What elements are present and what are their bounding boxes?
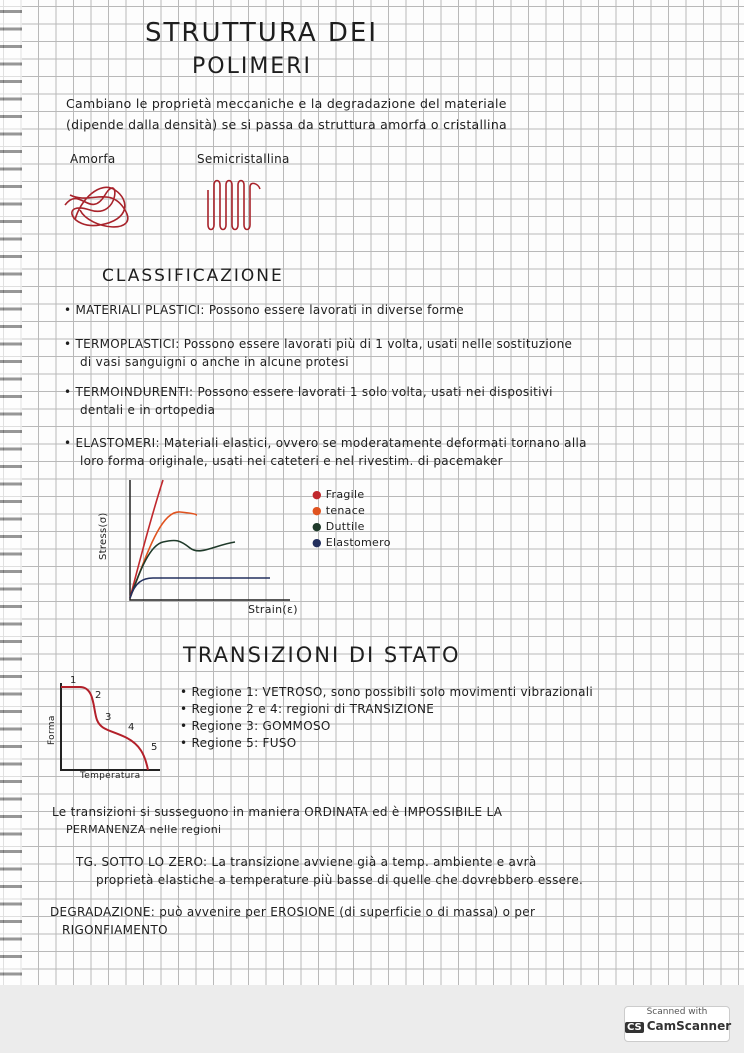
degradazione-para-2: RIGONFIAMENTO <box>62 923 168 937</box>
elastomero-curve <box>130 578 270 598</box>
point-4: 4 <box>128 722 135 733</box>
legend-dot-icon: ● <box>312 520 322 533</box>
semicrystalline-drawing <box>200 175 270 235</box>
regione-1: • Regione 1: VETROSO, sono possibili solo movimenti vibrazionali <box>180 685 594 699</box>
transizioni-para-2: PERMANENZA nelle regioni <box>66 823 222 836</box>
stress-axis-label: Stress(σ) <box>98 512 109 560</box>
title-line-2: POLIMERI <box>192 54 312 79</box>
legend-label: Fragile <box>325 488 365 501</box>
intro-line-2: (dipende dalla densità) se si passa da struttura amorfa o cristallina <box>66 117 508 132</box>
stress-strain-chart <box>105 470 305 620</box>
camscanner-badge <box>624 1006 730 1042</box>
tg-para-1: TG. SOTTO LO ZERO: La transizione avviene già a temp. ambiente e avrà <box>76 855 537 869</box>
spiral-binding <box>0 0 22 985</box>
legend-duttile <box>312 519 391 535</box>
legend-fragile <box>312 487 391 503</box>
semicristallina-label: Semicristallina <box>197 152 290 166</box>
legend-tenace <box>312 503 391 519</box>
badge-caption: Scanned with <box>646 1007 708 1017</box>
bullet-termoplastici-cont: di vasi sanguigni o anche in alcune protesi <box>80 355 349 369</box>
temperatura-axis-label: Temperatura <box>80 771 141 781</box>
degradazione-para-1: DEGRADAZIONE: può avvenire per EROSIONE (di superficie o di massa) o per <box>50 905 536 919</box>
legend-label: Elastomero <box>325 536 391 549</box>
tg-para-2: proprietà elastiche a temperature più basse di quelle che dovrebbero essere. <box>96 873 584 887</box>
legend-elastomero <box>312 535 391 551</box>
tenace-curve <box>130 512 197 598</box>
title-line-1: STRUTTURA DEI <box>145 18 378 48</box>
legend-dot-icon: ● <box>312 488 322 501</box>
fragile-curve <box>130 480 163 598</box>
strain-axis-label: Strain(ε) <box>248 603 298 616</box>
duttile-curve <box>130 540 235 598</box>
modulus-temperature-chart <box>55 675 165 780</box>
badge-brand <box>625 1019 732 1033</box>
legend-label: Duttile <box>325 520 365 533</box>
transizioni-heading: TRANSIZIONI DI STATO <box>183 643 461 667</box>
camscanner-logo-icon: CS <box>627 1022 642 1033</box>
bullet-elastomeri: • ELASTOMERI: Materiali elastici, ovvero se moderatamente deformati tornano alla <box>64 436 587 450</box>
amorphous-drawing <box>60 180 140 235</box>
intro-line-1: Cambiano le proprietà meccaniche e la degradazione del materiale <box>66 96 507 111</box>
regione-5: • Regione 5: FUSO <box>180 736 297 750</box>
legend-label: tenace <box>325 504 366 517</box>
point-2: 2 <box>95 690 102 701</box>
forma-axis-label: Forma <box>47 715 57 745</box>
bullet-termoindurenti-cont: dentali e in ortopedia <box>80 403 216 417</box>
badge-brand-name: CamScanner <box>646 1019 732 1033</box>
modulus-curve <box>61 687 148 770</box>
point-5: 5 <box>151 742 158 753</box>
legend-dot-icon: ● <box>312 504 322 517</box>
classificazione-heading: CLASSIFICAZIONE <box>102 266 284 286</box>
point-1: 1 <box>70 675 77 686</box>
bullet-plastici: • MATERIALI PLASTICI: Possono essere lavorati in diverse forme <box>64 303 464 317</box>
bullet-termoindurenti: • TERMOINDURENTI: Possono essere lavorati 1 solo volta, usati nei dispositivi <box>64 385 553 399</box>
regione-2-4: • Regione 2 e 4: regioni di TRANSIZIONE <box>180 702 435 716</box>
amorfa-label: Amorfa <box>70 152 116 166</box>
point-3: 3 <box>105 712 112 723</box>
stress-legend <box>312 487 391 551</box>
transizioni-para-1: Le transizioni si susseguono in maniera ORDINATA ed è IMPOSSIBILE LA <box>52 805 503 819</box>
bullet-termoplastici: • TERMOPLASTICI: Possono essere lavorati più di 1 volta, usati nelle sostituzione <box>64 337 573 351</box>
regione-3: • Regione 3: GOMMOSO <box>180 719 331 733</box>
bullet-elastomeri-cont: loro forma originale, usati nei cateteri e nel rivestim. di pacemaker <box>80 454 503 468</box>
legend-dot-icon: ● <box>312 536 322 549</box>
